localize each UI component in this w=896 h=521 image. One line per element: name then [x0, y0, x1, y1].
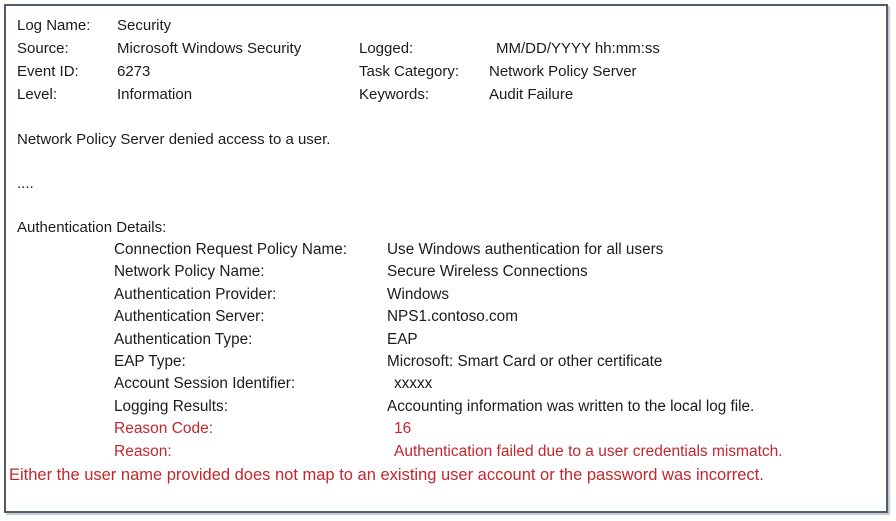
header-label: Task Category: — [359, 63, 460, 80]
detail-value: Use Windows authentication for all users — [387, 241, 664, 258]
detail-label-reason: Reason: — [114, 442, 172, 460]
header-value: MM/DD/YYYY hh:mm:ss — [496, 40, 660, 57]
detail-label: Network Policy Name: — [114, 263, 265, 281]
detail-label: Connection Request Policy Name: — [114, 241, 347, 258]
header-value: Security — [117, 17, 172, 34]
detail-value: NPS1.contoso.com — [387, 308, 518, 326]
header-label: Source: — [17, 40, 69, 57]
header-value: Information — [117, 86, 193, 103]
detail-value-reason-code: 16 — [394, 420, 412, 438]
ellipsis-line: .... — [17, 175, 34, 192]
reason-explanation-note: Either the user name provided does not map to an existing user account or the password was incorrect. — [9, 465, 764, 484]
detail-value: Secure Wireless Connections — [387, 263, 588, 281]
header-label: Event ID: — [17, 63, 79, 80]
detail-label: Authentication Type: — [114, 330, 253, 348]
detail-label: EAP Type: — [114, 352, 186, 370]
detail-value: Microsoft: Smart Card or other certificate — [387, 352, 663, 370]
detail-value-reason: Authentication failed due to a user credentials mismatch. — [394, 442, 783, 460]
header-value: Network Policy Server — [489, 63, 637, 80]
event-header — [17, 14, 886, 106]
auth-details-table — [114, 239, 886, 463]
detail-value: EAP — [387, 330, 418, 348]
event-description: Network Policy Server denied access to a user. — [17, 131, 331, 148]
event-log-content — [9, 14, 886, 487]
header-label — [359, 14, 489, 37]
event-log-panel — [4, 4, 888, 513]
header-label: Logged: — [359, 40, 414, 57]
header-value: Audit Failure — [489, 86, 574, 103]
header-label: Keywords: — [359, 86, 430, 103]
detail-label: Authentication Server: — [114, 308, 265, 326]
auth-details-title: Authentication Details: — [17, 219, 167, 236]
detail-value: xxxxx — [394, 375, 433, 393]
detail-value: Accounting information was written to the local log file. — [387, 397, 755, 415]
header-label: Level: — [17, 86, 58, 103]
detail-value: Windows — [387, 285, 450, 303]
detail-label-reason-code: Reason Code: — [114, 420, 214, 438]
header-label: Log Name: — [17, 17, 91, 34]
header-value: Microsoft Windows Security — [117, 40, 302, 57]
header-value — [489, 14, 886, 37]
detail-label: Account Session Identifier: — [114, 375, 296, 393]
detail-label: Authentication Provider: — [114, 285, 277, 303]
detail-label: Logging Results: — [114, 397, 228, 415]
header-value: 6273 — [117, 63, 151, 80]
